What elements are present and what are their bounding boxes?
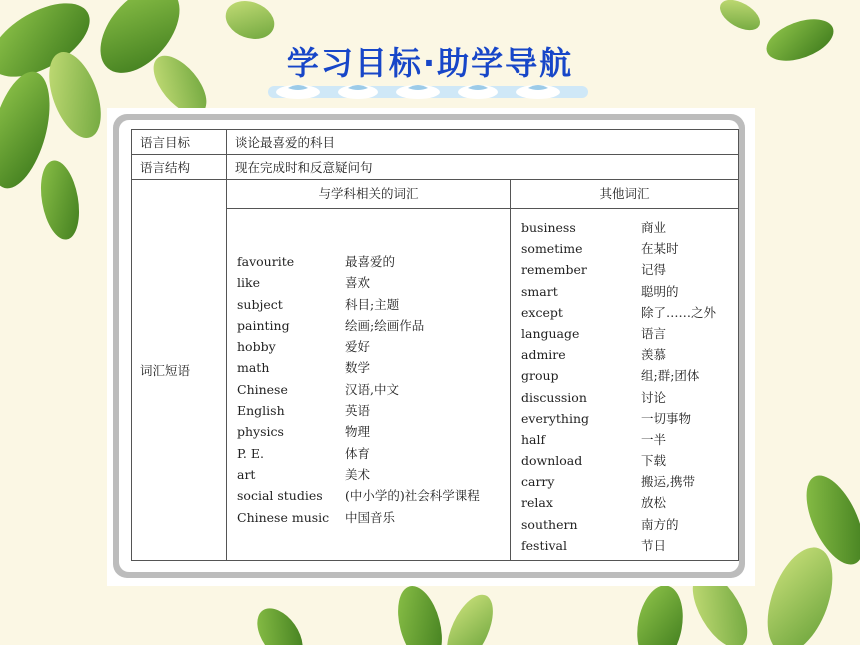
vocab-chinese: 聪明的 xyxy=(641,283,679,299)
vocab-chinese: 爱好 xyxy=(345,339,371,355)
vocab-item xyxy=(521,302,738,323)
vocab-chinese: (中小学的)社会科学课程 xyxy=(345,488,480,504)
vocab-english: smart xyxy=(521,283,558,299)
vocab-english: except xyxy=(521,304,563,320)
vocab-chinese: 记得 xyxy=(641,262,667,278)
content-panel xyxy=(107,108,755,586)
vocab-english: download xyxy=(521,453,583,469)
vocab-item xyxy=(237,507,510,528)
other-word-list xyxy=(511,209,738,556)
vocab-english: business xyxy=(521,220,576,235)
vocab-english: painting xyxy=(237,317,290,333)
vocab-item xyxy=(237,485,510,506)
vocab-item xyxy=(237,315,510,336)
vocab-chinese: 美术 xyxy=(345,466,371,482)
vocab-english: physics xyxy=(237,424,284,440)
subject-vocab-column xyxy=(227,180,511,560)
leaf-icon xyxy=(438,588,503,645)
row-label: 语言目标 xyxy=(132,130,227,155)
vocab-english: math xyxy=(237,360,270,376)
vocab-chinese: 下载 xyxy=(641,453,667,469)
vocab-item xyxy=(237,336,510,357)
vocab-chinese: 在某时 xyxy=(641,241,679,257)
leaf-icon xyxy=(35,157,84,242)
vocab-english: sometime xyxy=(521,241,583,257)
vocab-chinese: 汉语,中文 xyxy=(345,381,399,397)
vocab-item xyxy=(237,379,510,400)
vocab-chinese: 节日 xyxy=(641,537,667,553)
vocab-item xyxy=(237,421,510,442)
vocab-item xyxy=(237,464,510,485)
vocab-english: admire xyxy=(521,347,566,363)
vocab-item xyxy=(521,365,738,386)
row-value: 谈论最喜爱的科目 xyxy=(227,130,739,155)
vocab-english: like xyxy=(237,275,260,291)
subject-vocab-header: 与学科相关的词汇 xyxy=(227,180,510,209)
subject-word-list xyxy=(227,209,510,528)
vocab-chinese: 数学 xyxy=(345,360,371,376)
table-row xyxy=(132,155,739,180)
vocab-chinese: 羡慕 xyxy=(641,347,667,363)
vocab-chinese: 物理 xyxy=(345,424,371,440)
other-vocab-column xyxy=(511,180,738,560)
vocab-item xyxy=(521,429,738,450)
vocab-english: discussion xyxy=(521,389,587,405)
vocab-english: subject xyxy=(237,296,283,312)
vocab-cell xyxy=(227,180,739,561)
vocab-english: art xyxy=(237,466,256,482)
vocab-chinese: 一切事物 xyxy=(641,410,692,426)
vocab-chinese: 搬运,携带 xyxy=(641,474,695,490)
vocab-english: carry xyxy=(521,474,555,490)
vocab-item xyxy=(521,281,738,302)
other-vocab-header: 其他词汇 xyxy=(511,180,738,209)
vocab-english: group xyxy=(521,368,559,384)
vocab-english: hobby xyxy=(237,339,276,355)
leaf-icon xyxy=(248,600,312,645)
vocab-english: social studies xyxy=(237,488,323,504)
vocab-item xyxy=(521,450,738,471)
vocab-english: half xyxy=(521,431,546,447)
vocab-item xyxy=(237,400,510,421)
vocab-english: southern xyxy=(521,516,578,532)
leaf-icon xyxy=(390,581,449,645)
objectives-table xyxy=(131,129,739,561)
vocab-english: Chinese xyxy=(237,381,288,397)
slide-title: 学习目标·助学导航 xyxy=(286,44,574,82)
vocab-item xyxy=(521,492,738,513)
vocab-chinese: 喜欢 xyxy=(345,275,371,291)
vocab-item xyxy=(521,259,738,280)
row-label: 语言结构 xyxy=(132,155,227,180)
vocab-item xyxy=(237,294,510,315)
vocab-item xyxy=(521,344,738,365)
vocab-item xyxy=(521,323,738,344)
vocab-english: favourite xyxy=(237,254,295,269)
vocab-item xyxy=(521,238,738,259)
vocab-chinese: 除了……之外 xyxy=(641,304,717,320)
vocab-english: relax xyxy=(521,495,553,511)
vocab-english: festival xyxy=(521,537,567,553)
vocab-chinese: 放松 xyxy=(641,495,667,511)
vocab-item xyxy=(521,408,738,429)
vocab-chinese: 中国音乐 xyxy=(345,509,396,525)
vocab-item xyxy=(521,471,738,492)
row-value: 现在完成时和反意疑问句 xyxy=(227,155,739,180)
vocab-chinese: 南方的 xyxy=(641,516,679,532)
table-row xyxy=(132,180,739,561)
leaf-icon xyxy=(631,582,688,645)
vocab-english: everything xyxy=(521,410,590,426)
vocab-chinese: 绘画;绘画作品 xyxy=(345,317,425,333)
vocab-chinese: 商业 xyxy=(641,220,667,235)
vocab-item xyxy=(521,514,738,535)
vocab-chinese: 讨论 xyxy=(641,389,667,405)
vocab-item xyxy=(521,387,738,408)
vocab-english: Chinese music xyxy=(237,509,330,525)
vocab-label: 词汇短语 xyxy=(132,180,227,561)
table-inner xyxy=(119,120,739,572)
vocab-chinese: 语言 xyxy=(641,325,667,341)
vocab-chinese: 科目;主题 xyxy=(345,296,400,312)
vocab-chinese: 组;群;团体 xyxy=(641,368,700,384)
vocab-english: English xyxy=(237,403,285,419)
leaf-icon xyxy=(755,539,845,645)
vocab-english: P. E. xyxy=(237,445,264,461)
table-frame xyxy=(113,114,745,578)
vocab-item xyxy=(237,443,510,464)
vocab-english: language xyxy=(521,325,580,341)
table-row xyxy=(132,130,739,155)
vocab-chinese: 英语 xyxy=(345,403,371,419)
vocab-chinese: 一半 xyxy=(641,431,667,447)
vocab-item xyxy=(521,535,738,556)
leaf-icon xyxy=(715,0,765,36)
vocab-item xyxy=(237,357,510,378)
vocab-chinese: 体育 xyxy=(345,445,371,461)
vocab-item xyxy=(237,272,510,293)
cloud-decoration-icon xyxy=(268,80,588,104)
vocab-english: remember xyxy=(521,262,587,278)
vocab-chinese: 最喜爱的 xyxy=(345,254,396,269)
vocab-item xyxy=(237,251,510,272)
vocab-item xyxy=(521,217,738,238)
